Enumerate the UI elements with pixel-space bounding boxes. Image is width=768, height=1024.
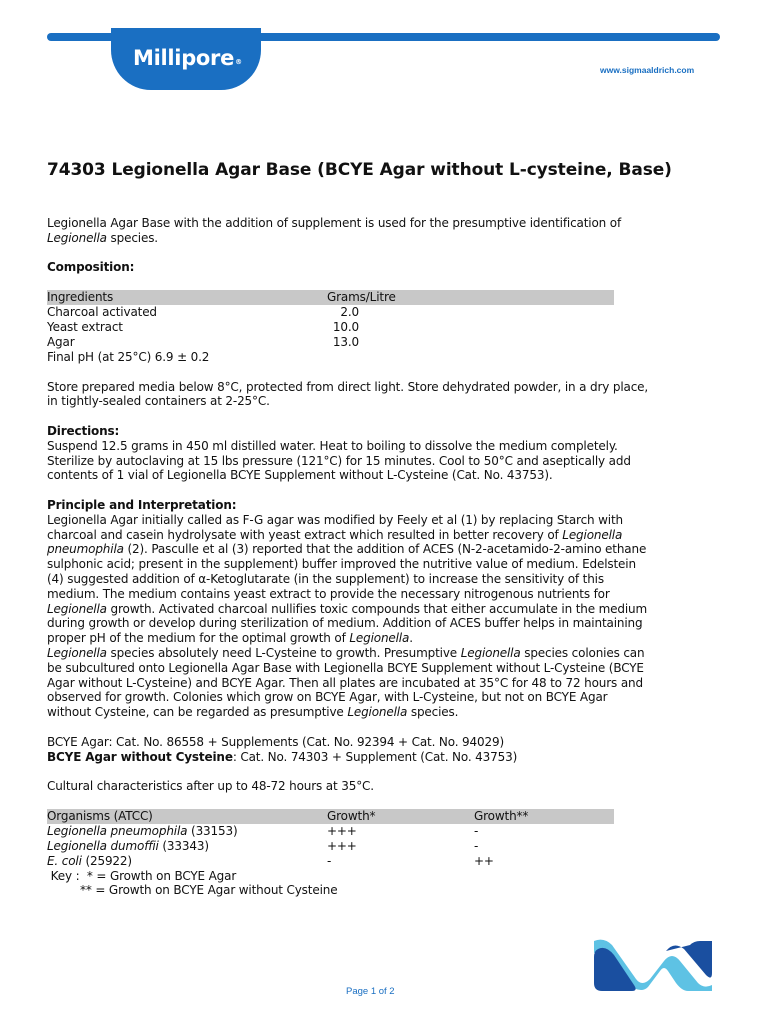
intro-text-2: [47, 231, 723, 246]
table-row: [47, 320, 614, 335]
table-header-row: [47, 290, 614, 305]
final-ph: Final pH (at 25°C) 6.9 ± 0.2: [47, 349, 210, 364]
intro-line: Legionella Agar Base with the addition of supplement is used for the presumptive identification of: [47, 216, 622, 230]
principle-line: pneumophila (2). Pasculle et al (3) reported that the addition of ACES (N-2-acetamido-2-amino ethane: [47, 542, 647, 557]
principle-line: during growth or develop during sterilization of medium. Addition of ACES buffer helps in maintaining: [47, 616, 643, 631]
ingredient-amount: 2.0: [340, 304, 359, 319]
header-cell: Organisms (ATCC): [47, 809, 327, 824]
growth-cell: ++: [474, 853, 494, 868]
principle-line: be subcultured onto Legionella Agar Base with Legionella BCYE Supplement without L-Cysteine (BCYE: [47, 660, 644, 675]
directions-line: contents of 1 vial of Legionella BCYE Supplement without L-Cysteine (Cat. No. 43753).: [47, 468, 553, 483]
principle-line: observed for growth. Colonies which grow on BCYE Agar, with L-Cysteine, but not on BCYE Agar: [47, 690, 608, 705]
key-line: ** = Growth on BCYE Agar without Cysteine: [47, 883, 338, 898]
ingredient-name: Agar: [47, 334, 75, 349]
composition-table: [47, 290, 614, 350]
catalog-line: BCYE Agar: Cat. No. 86558 + Supplements (Cat. No. 92394 + Cat. No. 94029): [47, 734, 505, 749]
principle-line: Legionella growth. Activated charcoal nullifies toxic compounds that either accumulate in the medium: [47, 601, 648, 616]
principle-line: sulphonic acid; present in the supplement) buffer improved the nutritive value of medium. Edelstein: [47, 557, 636, 572]
ingredient-name: Yeast extract: [47, 319, 123, 334]
directions-line: Suspend 12.5 grams in 450 ml distilled water. Heat to boiling to dissolve the medium completely.: [47, 438, 618, 453]
table-header-row: [47, 809, 614, 824]
header-cell: Growth**: [474, 809, 614, 824]
principle-heading: Principle and Interpretation:: [47, 497, 237, 512]
growth-cell: -: [474, 823, 479, 838]
header-cell: Ingredients: [47, 290, 327, 305]
intro-line: species.: [106, 230, 158, 245]
principle-line: Agar without L-Cysteine) and BCYE Agar. Then all plates are incubated at 35°C for 48 to 72 hours and: [47, 675, 643, 690]
composition-heading: Composition:: [47, 260, 135, 275]
ingredient-amount: 13.0: [332, 334, 359, 349]
principle-line: Legionella species absolutely need L-Cysteine to growth. Presumptive Legionella species colonies can: [47, 645, 645, 660]
organism-cell: Legionella dumoffii (33343): [47, 838, 209, 853]
genus-name: Legionella: [47, 230, 107, 245]
header-cell: Growth*: [327, 809, 474, 824]
table-row: [47, 305, 614, 320]
principle-line: proper pH of the medium for the optimal growth of Legionella.: [47, 631, 413, 646]
growth-cell: +++: [327, 838, 357, 853]
ingredient-name: Charcoal activated: [47, 304, 157, 319]
growth-cell: -: [327, 853, 332, 868]
growth-cell: +++: [327, 823, 357, 838]
principle-line: without Cysteine, can be regarded as presumptive Legionella species.: [47, 705, 459, 720]
principle-line: medium. The medium contains yeast extract to provide the necessary nitrogenous nutrients for: [47, 586, 610, 601]
storage-text: Store prepared media below 8°C, protected from direct light. Store dehydrated powder, in a dry place,: [47, 379, 649, 394]
logo-text: Millipore: [133, 46, 235, 70]
cultural-intro: Cultural characteristics after up to 48-72 hours at 35°C.: [47, 779, 374, 794]
key-line: Key : * = Growth on BCYE Agar: [47, 868, 237, 883]
organism-cell: E. coli (25922): [47, 853, 132, 868]
storage-text-2: in tightly-sealed containers at 2-25°C.: [47, 394, 270, 409]
logo-registered-mark: ®: [235, 58, 242, 66]
document-body: [47, 216, 723, 898]
header-cell: Grams/Litre: [327, 290, 614, 305]
website-link[interactable]: www.sigmaaldrich.com: [600, 65, 695, 75]
merck-m-logo-icon: [588, 935, 718, 991]
table-row: [47, 839, 614, 854]
catalog-line-2: BCYE Agar without Cysteine: Cat. No. 74303 + Supplement (Cat. No. 43753): [47, 749, 518, 764]
page-title: 74303 Legionella Agar Base (BCYE Agar without L-cysteine, Base): [47, 160, 672, 180]
growth-cell: -: [474, 838, 479, 853]
ingredient-amount: 10.0: [332, 319, 359, 334]
principle-line: (4) suggested addition of α-Ketoglutarate (in the supplement) to increase the sensitivity of this: [47, 571, 604, 586]
table-row: [47, 824, 614, 839]
cultural-table: [47, 809, 614, 869]
table-row: [47, 854, 614, 869]
organism-cell: Legionella pneumophila (33153): [47, 823, 238, 838]
directions-line: Sterilize by autoclaving at 15 lbs pressure (121°C) for 15 minutes. Cool to 50°C and aseptically add: [47, 453, 631, 468]
principle-line: charcoal and casein hydrolysate with yeast extract which resulted in better recovery of Legionella: [47, 527, 623, 542]
millipore-logo: [133, 46, 242, 70]
page-number: Page 1 of 2: [346, 986, 395, 997]
directions-heading: Directions:: [47, 423, 120, 438]
table-row: [47, 335, 614, 350]
intro-text: [47, 216, 723, 231]
principle-line: Legionella Agar initially called as F-G agar was modified by Feely et al (1) by replacing Starch with: [47, 512, 623, 527]
